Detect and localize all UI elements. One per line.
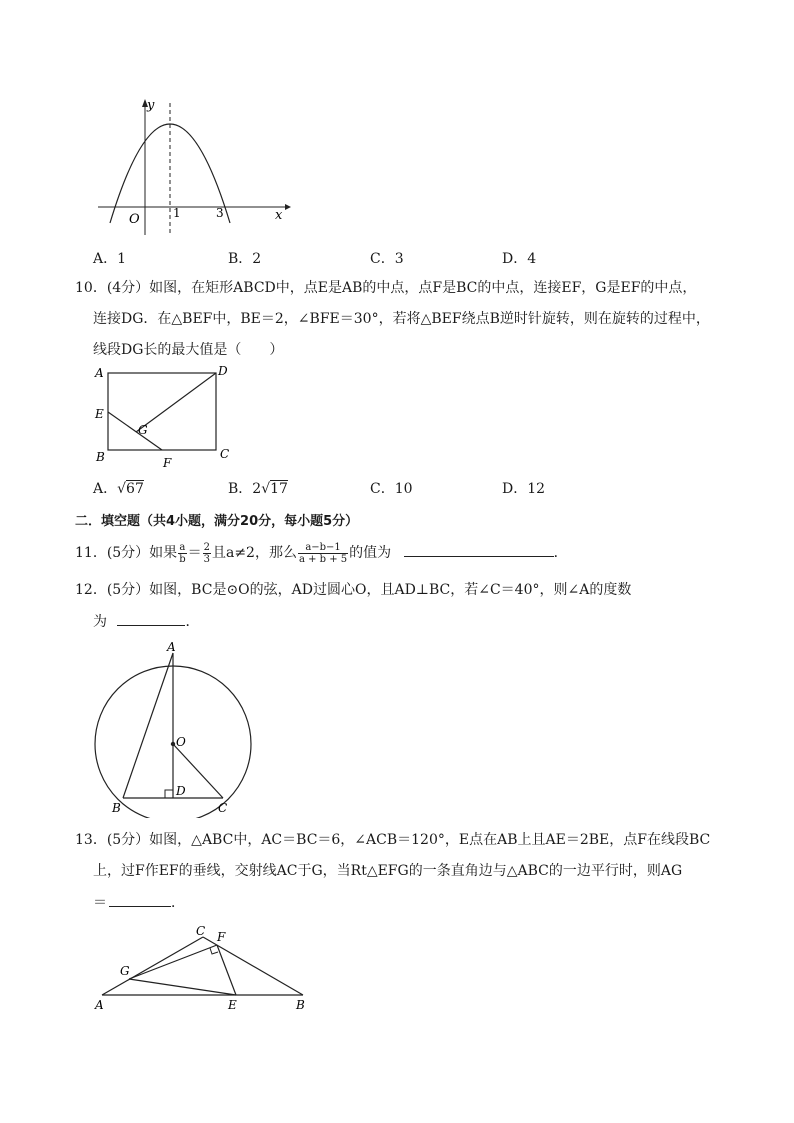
label-f: F	[163, 456, 172, 470]
q12-answer-blank[interactable]	[117, 611, 185, 626]
q11-answer-blank[interactable]	[404, 542, 554, 557]
q9-option-a: A．1	[93, 251, 127, 267]
label-f: F	[217, 930, 226, 944]
q10-option-b-radicand: 17	[270, 481, 288, 497]
q13-line-3-prefix: ＝	[93, 895, 107, 911]
label-a: A	[95, 366, 104, 380]
q10-option-c: C．10	[370, 481, 413, 497]
q12-line-2	[93, 611, 199, 632]
label-g: G	[138, 423, 148, 437]
parabola-figure	[95, 95, 305, 240]
q12-end: ．	[185, 614, 200, 630]
q9-option-b: B．2	[228, 251, 262, 267]
q10-line-1: 10．(4分）如图，在矩形ABCD中，点E是AB的中点，点F是BC的中点，连接EF，G是EF的中点，	[75, 280, 697, 296]
fraction-denominator: b	[179, 553, 186, 565]
section-heading: 二．填空题（共4小题，满分20分，每小题5分）	[75, 514, 359, 529]
label-b: B	[296, 998, 305, 1012]
segment-ab	[123, 653, 173, 798]
label-e: E	[95, 407, 104, 421]
label-e: E	[228, 998, 237, 1012]
x-axis-arrow	[285, 204, 291, 210]
fraction-numerator: 2	[203, 541, 210, 553]
x-label: x	[275, 208, 283, 223]
q11-line	[75, 540, 568, 566]
q10-line-2: 连接DG．在△BEF中，BE＝2，∠BFE＝30°，若将△BEF绕点B逆时针旋转，则在旋转的过程中，	[93, 311, 710, 327]
fraction-expression	[298, 542, 348, 565]
origin-label: O	[129, 212, 140, 227]
center-point	[171, 742, 175, 746]
q12-line-1: 12．(5分）如图，BC是⊙O的弦，AD过圆心O，且AD⊥BC，若∠C＝40°，则∠A的度数	[75, 582, 632, 598]
fraction-a-over-b	[178, 542, 186, 565]
q11-end: ．	[553, 545, 568, 561]
right-angle-mark	[165, 790, 173, 798]
segment-ef	[217, 945, 236, 995]
q12-line-2-prefix: 为	[93, 614, 107, 630]
q13-line-1: 13．(5分）如图，△ABC中，AC＝BC＝6，∠ACB＝120°，E点在AB上且AE＝2BE，点F在线段BC	[75, 832, 711, 848]
segment-cb	[203, 937, 303, 995]
label-b: B	[112, 801, 121, 815]
fraction-two-thirds	[203, 542, 211, 565]
label-c: C	[220, 447, 230, 461]
q11-middle: 且a≠2，那么	[211, 545, 297, 561]
triangle-figure	[90, 922, 320, 1017]
segment-dg	[136, 373, 216, 432]
segment-ef	[108, 412, 162, 450]
label-g: G	[120, 964, 130, 978]
segment-ac	[102, 937, 203, 995]
label-o: O	[176, 735, 186, 749]
label-d: D	[218, 364, 228, 378]
label-a: A	[167, 640, 176, 654]
q13-answer-blank[interactable]	[109, 892, 171, 907]
q10-option-b-prefix: B．2	[228, 481, 262, 497]
sqrt-symbol: √	[261, 481, 271, 497]
right-angle-mark	[210, 948, 218, 954]
q10-line-3: 线段DG长的最大值是（ ）	[93, 342, 284, 358]
q10-option-b	[228, 478, 288, 498]
q11-prefix: 11．(5分）如果	[75, 545, 178, 561]
q10-option-d: D．12	[502, 481, 546, 497]
tick-3-label: 3	[216, 206, 224, 220]
q10-option-a	[93, 478, 144, 498]
tick-1-label: 1	[173, 206, 181, 220]
label-c: C	[218, 801, 228, 815]
rectangle-figure	[90, 360, 240, 472]
segment-gf	[129, 945, 217, 979]
q11-equals: ＝	[187, 545, 202, 561]
label-a: A	[95, 998, 104, 1012]
q13-end: ．	[171, 895, 185, 911]
fraction-numerator: a	[179, 541, 186, 553]
q10-option-a-prefix: A．	[93, 481, 118, 497]
q13-line-2: 上，过F作EF的垂线，交射线AC于G，当Rt△EFG的一条直角边与△ABC的一边平行时，则AG	[93, 863, 683, 879]
y-label: y	[147, 98, 155, 113]
label-b: B	[96, 450, 105, 464]
q11-suffix: 的值为	[349, 545, 392, 561]
segment-ge	[129, 979, 236, 995]
q10-option-a-radicand: 67	[126, 481, 144, 497]
sqrt-symbol: √	[117, 481, 127, 497]
q9-option-c: C．3	[370, 251, 404, 267]
label-d: D	[176, 784, 186, 798]
fraction-numerator: a−b−1	[298, 542, 348, 554]
q13-line-3	[93, 892, 185, 913]
circle-figure	[90, 638, 265, 818]
fraction-denominator: a + b + 5	[298, 553, 348, 565]
label-c: C	[196, 924, 206, 938]
q9-option-d: D．4	[502, 251, 537, 267]
fraction-denominator: 3	[203, 553, 210, 565]
